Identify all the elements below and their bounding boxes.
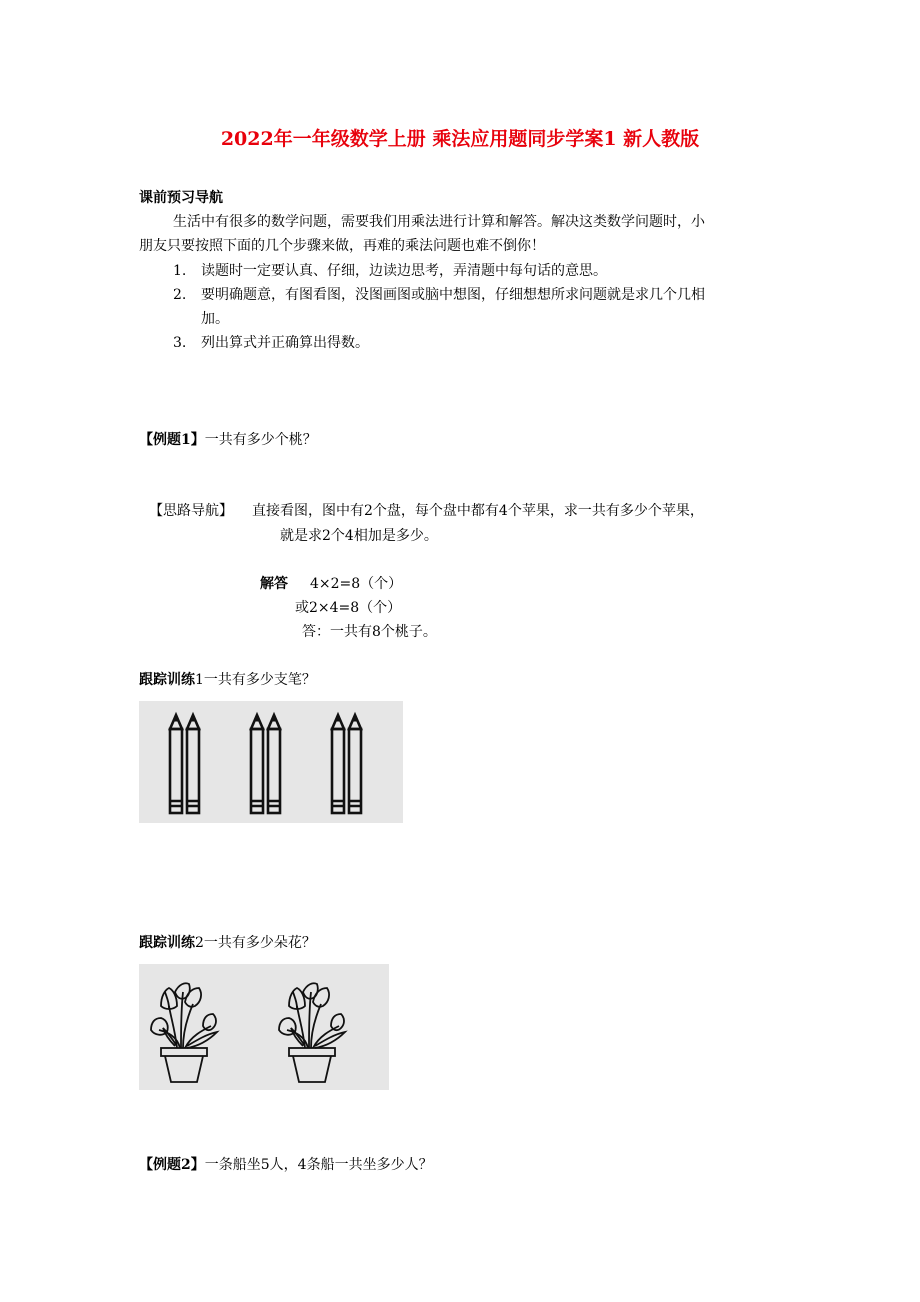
step-3-text: 列出算式并正确算出得数。	[201, 335, 369, 351]
practice-1-question: 1一共有多少支笔？	[195, 672, 316, 688]
intro-line-1: 生活中有很多的数学问题，需要我们用乘法进行计算和解答。解决这类数学问题时，小	[173, 214, 705, 230]
guide-line-1: 直接看图，图中有2个盘，每个盘中都有4个苹果，求一共有多少个苹果，	[252, 503, 704, 519]
practice-2	[139, 933, 316, 953]
step-3-number: 3.	[173, 335, 187, 351]
answer-line-2: 或2×4=8（个）	[295, 600, 402, 616]
answer-line-1: 4×2=8（个）	[310, 576, 403, 592]
guide-label: 【思路导航】	[149, 503, 233, 519]
example-1	[139, 430, 317, 450]
flower-pots-icon	[139, 964, 389, 1090]
example-1-question: 一共有多少个桃？	[204, 432, 317, 448]
practice-1-label: 跟踪训练	[139, 672, 195, 688]
practice-1	[139, 670, 316, 690]
pencils-icon	[139, 701, 403, 823]
guide-line-2: 就是求2个4相加是多少。	[280, 528, 438, 544]
step-2-number: 2.	[173, 287, 187, 303]
practice-2-label: 跟踪训练	[139, 935, 195, 951]
intro-line-2: 朋友只要按照下面的几个步骤来做，再难的乘法问题也难不倒你！	[139, 238, 545, 254]
example-2-label: 【例题2】	[139, 1157, 205, 1173]
example-1-label: 【例题1】	[139, 432, 205, 448]
preview-heading: 课前预习导航	[139, 190, 223, 206]
practice-2-question: 2一共有多少朵花？	[195, 935, 316, 951]
example-2-question: 一条船坐5人，4条船一共坐多少人？	[204, 1157, 433, 1173]
step-1-text: 读题时一定要认真、仔细，边读边思考，弄清题中每句话的意思。	[201, 263, 607, 279]
page-title: 2022年一年级数学上册 乘法应用题同步学案1 新人教版	[220, 128, 700, 150]
step-1-number: 1.	[173, 263, 187, 279]
answer-label: 解答	[260, 576, 288, 592]
answer-line-3: 答：一共有8个桃子。	[302, 624, 437, 640]
step-2-text: 要明确题意，有图看图，没图画图或脑中想图，仔细想想所求问题就是求几个几相	[201, 287, 705, 303]
example-2	[139, 1155, 433, 1175]
step-2-text-cont: 加。	[201, 311, 229, 327]
